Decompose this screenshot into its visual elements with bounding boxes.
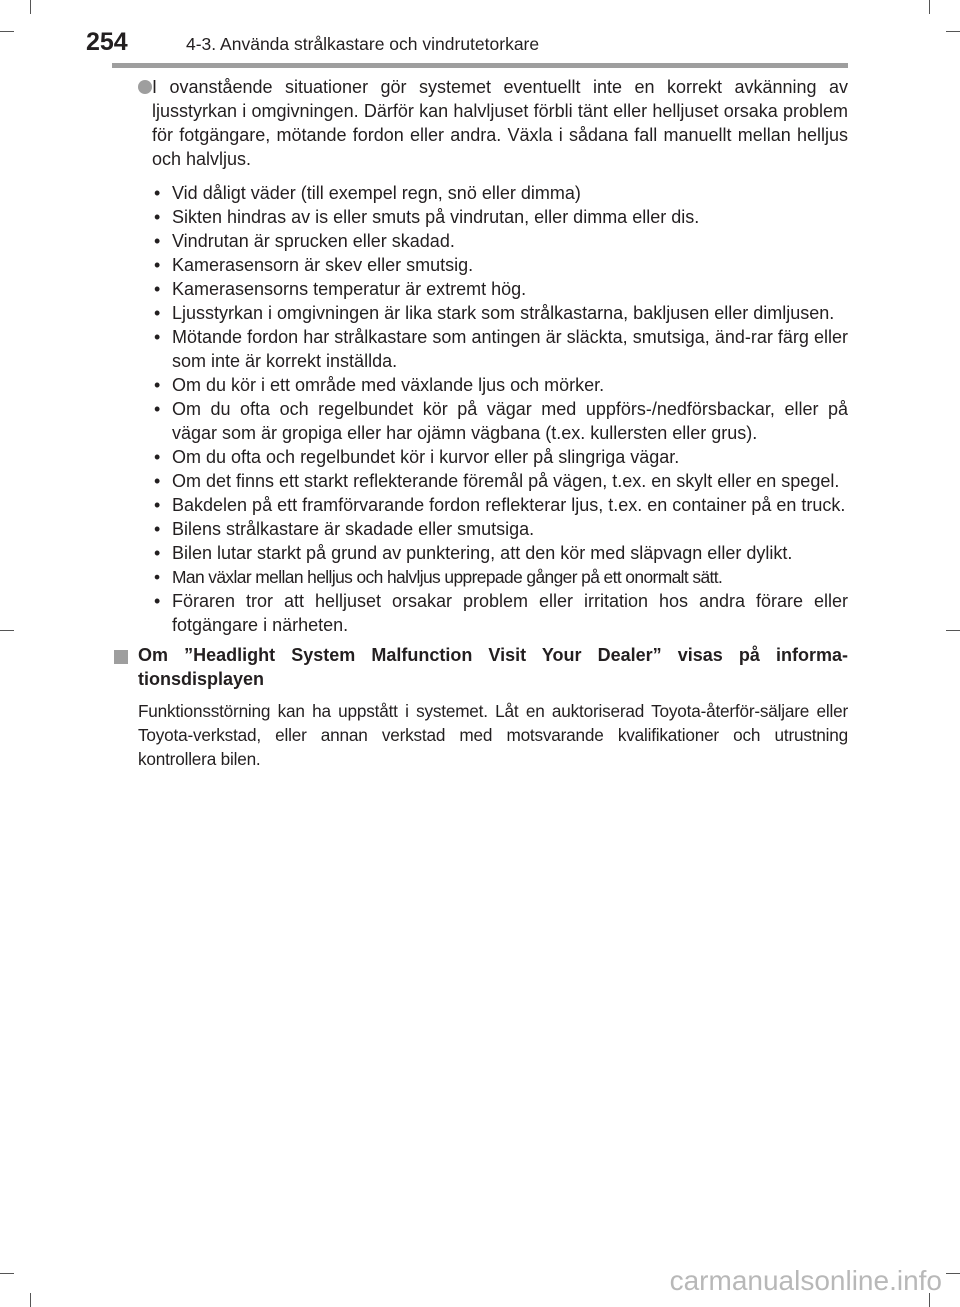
section-title: 4-3. Använda strålkastare och vindrutetorkare [186,34,540,54]
crop-mark [0,31,14,32]
malfunction-heading [114,643,848,691]
condition-text: Vindrutan är sprucken eller skadad. [172,231,455,251]
intro-text: I ovanstående situationer gör systemet eventuellt inte en korrekt avkänning av ljusstyrkan i omgivningen. Därför kan halvljuset förbli tänt eller helljuset orsaka problem för fotgängare, mötande fordon eller andra. Växla i sådana fall manuellt mellan helljus och halvljus. [152,77,848,169]
bullet-dot-icon: • [154,543,161,563]
bullet-dot-icon: • [154,183,161,203]
condition-item [154,229,848,253]
condition-item [154,469,848,493]
condition-item [154,397,848,445]
watermark: carmanualsonline.info [669,1265,942,1296]
condition-item [154,589,848,637]
bullet-dot-icon: • [154,567,160,587]
condition-text: Vid dåligt väder (till exempel regn, snö eller dimma) [172,183,581,203]
crop-mark [946,31,960,32]
condition-text: Mötande fordon har strålkastare som antingen är släckta, smutsiga, änd-rar färg eller som inte är korrekt inställda. [172,327,848,371]
bullet-dot-icon: • [154,279,161,299]
condition-text: Bilen lutar starkt på grund av punktering, att den kör med släpvagn eller dylikt. [172,543,793,563]
condition-text: Om du ofta och regelbundet kör i kurvor eller på slingriga vägar. [172,447,680,467]
crop-mark [0,630,14,631]
bullet-dot-icon: • [154,231,161,251]
circle-bullet-icon [138,80,152,94]
condition-text: Sikten hindras av is eller smuts på vindrutan, eller dimma eller dis. [172,207,700,227]
bullet-dot-icon: • [154,375,161,395]
crop-mark [929,0,930,14]
page-content [114,75,848,771]
bullet-dot-icon: • [154,591,161,611]
crop-mark [946,1273,960,1274]
condition-text: Om du kör i ett område med växlande ljus och mörker. [172,375,605,395]
malfunction-text: Funktionsstörning kan ha uppstått i systemet. Låt en auktoriserad Toyota-återför-säljare eller Toyota-verkstad, eller annan verkstad med motsvarande kvalifikationer och utrustning kontrollera bilen. [138,701,848,769]
bullet-dot-icon: • [154,399,161,419]
square-bullet-icon [114,650,128,664]
condition-item [154,565,848,589]
condition-text: Kamerasensorns temperatur är extremt hög. [172,279,527,299]
crop-mark [30,1293,31,1307]
conditions-list [114,181,848,637]
condition-item [154,541,848,565]
crop-mark [946,630,960,631]
condition-text: Bakdelen på ett framförvarande fordon reflekterar ljus, t.ex. en container på en truck. [172,495,846,515]
condition-item [154,373,848,397]
bullet-dot-icon: • [154,327,161,347]
condition-item [154,517,848,541]
condition-text: Om du ofta och regelbundet kör på vägar med uppförs-/nedförsbackar, eller på vägar som är gropiga eller har ojämn vägbana (t.ex. kullersten eller grus). [172,399,848,443]
condition-text: Man växlar mellan helljus och halvljus upprepade gånger på ett onormalt sätt. [172,567,723,587]
condition-item [154,445,848,469]
condition-text: Föraren tror att helljuset orsakar problem eller irritation hos andra förare eller fotgängare i närheten. [172,591,848,635]
bullet-dot-icon: • [154,447,161,467]
page-number: 254 [86,28,128,56]
condition-item [154,325,848,373]
malfunction-heading-text: Om ”Headlight System Malfunction Visit Your Dealer” visas på informa-tionsdisplayen [138,645,848,689]
intro-paragraph [114,75,848,171]
condition-text: Bilens strålkastare är skadade eller smutsiga. [172,519,535,539]
bullet-dot-icon: • [154,471,161,491]
crop-mark [30,0,31,14]
condition-text: Kamerasensorn är skev eller smutsig. [172,255,474,275]
bullet-dot-icon: • [154,519,161,539]
condition-item [154,277,848,301]
condition-text: Om det finns ett starkt reflekterande föremål på vägen, t.ex. en skylt eller en spegel. [172,471,840,491]
bullet-dot-icon: • [154,303,161,323]
bullet-dot-icon: • [154,255,161,275]
condition-item [154,205,848,229]
crop-mark [0,1273,14,1274]
header-rule [112,63,848,68]
bullet-dot-icon: • [154,207,161,227]
condition-item [154,253,848,277]
condition-text: Ljusstyrkan i omgivningen är lika stark som strålkastarna, bakljusen eller dimljusen. [172,303,835,323]
condition-item [154,493,848,517]
condition-item [154,301,848,325]
bullet-dot-icon: • [154,495,161,515]
condition-item [154,181,848,205]
